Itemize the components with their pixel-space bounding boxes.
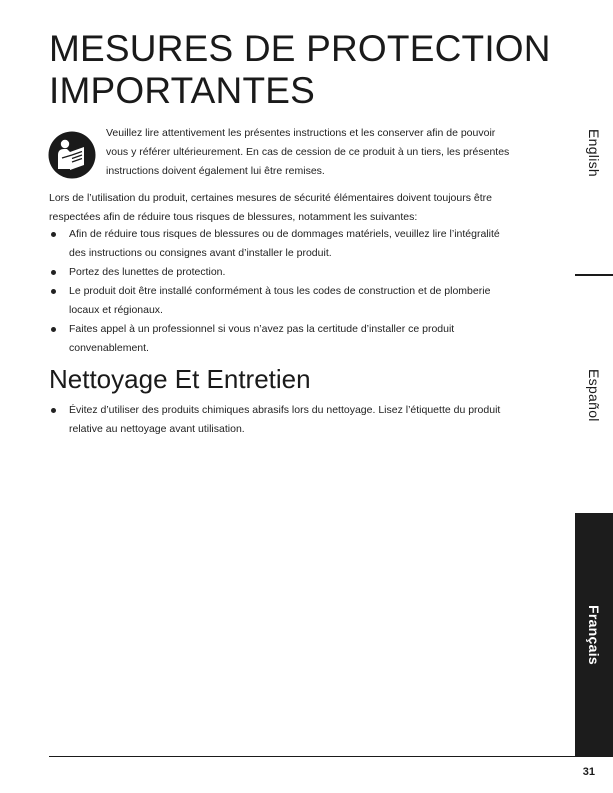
- safety-bullet-item: [49, 225, 559, 263]
- safety-bullet-item: [49, 263, 559, 282]
- tab-espanol-label: Español: [586, 368, 602, 422]
- tab-francais-label: Français: [586, 604, 602, 665]
- bullet-dot-icon: [51, 327, 56, 332]
- safety-bullet-item: [49, 282, 559, 320]
- cleaning-bullet-list: [49, 401, 559, 439]
- safety-lead-line: Lors de l’utilisation du produit, certaines mesures de sécurité élémentaires doivent toujours être: [49, 192, 492, 204]
- tab-english[interactable]: [575, 118, 613, 188]
- safety-lead-line: respectées afin de réduire tous risques de blessures, notamment les suivantes:: [49, 211, 418, 223]
- footer-rule: [49, 756, 613, 757]
- bullet-dot-icon: [51, 232, 56, 237]
- intro-line: Veuillez lire attentivement les présentes instructions et les conserver afin de pouvoir: [106, 127, 496, 139]
- page-title-line-2: IMPORTANTES: [49, 70, 316, 111]
- read-manual-icon: [48, 131, 96, 179]
- bullet-line: convenablement.: [69, 342, 149, 354]
- intro-line: instructions doivent également lui être remises.: [106, 165, 325, 177]
- bullet-line: relative au nettoyage avant utilisation.: [69, 423, 245, 435]
- bullet-dot-icon: [51, 289, 56, 294]
- bullet-line: Le produit doit être installé conformément à tous les codes de construction et de plomberie: [69, 285, 491, 297]
- page-number: 31: [582, 766, 595, 778]
- tab-francais[interactable]: [575, 513, 613, 756]
- page-title: [49, 28, 569, 112]
- bullet-dot-icon: [51, 270, 56, 275]
- safety-lead-paragraph: [49, 189, 559, 227]
- bullet-line: des instructions ou consignes avant d’installer le produit.: [69, 247, 332, 259]
- bullet-line: Évitez d’utiliser des produits chimiques abrasifs lors du nettoyage. Lisez l’étiquette du produit: [69, 404, 501, 416]
- bullet-line: Portez des lunettes de protection.: [69, 266, 226, 278]
- bullet-line: locaux et régionaux.: [69, 304, 163, 316]
- bullet-line: Faites appel à un professionnel si vous n’avez pas la certitude d’installer ce produit: [69, 323, 455, 335]
- bullet-dot-icon: [51, 408, 56, 413]
- bullet-line: Afin de réduire tous risques de blessures ou de dommages matériels, veuillez lire l’intégralité: [69, 228, 500, 240]
- intro-paragraph: [106, 124, 561, 181]
- page-title-line-1: MESURES DE PROTECTION: [49, 28, 551, 69]
- tab-espanol[interactable]: [575, 355, 613, 435]
- cleaning-heading: Nettoyage Et Entretien: [49, 364, 311, 394]
- tab-english-label: English: [586, 128, 602, 178]
- intro-line: vous y référer ultérieurement. En cas de cession de ce produit à un tiers, les présentes: [106, 146, 510, 158]
- safety-bullet-item: [49, 320, 559, 358]
- safety-bullet-list: [49, 225, 559, 358]
- tab-divider: [575, 274, 613, 276]
- cleaning-bullet-item: [49, 401, 559, 439]
